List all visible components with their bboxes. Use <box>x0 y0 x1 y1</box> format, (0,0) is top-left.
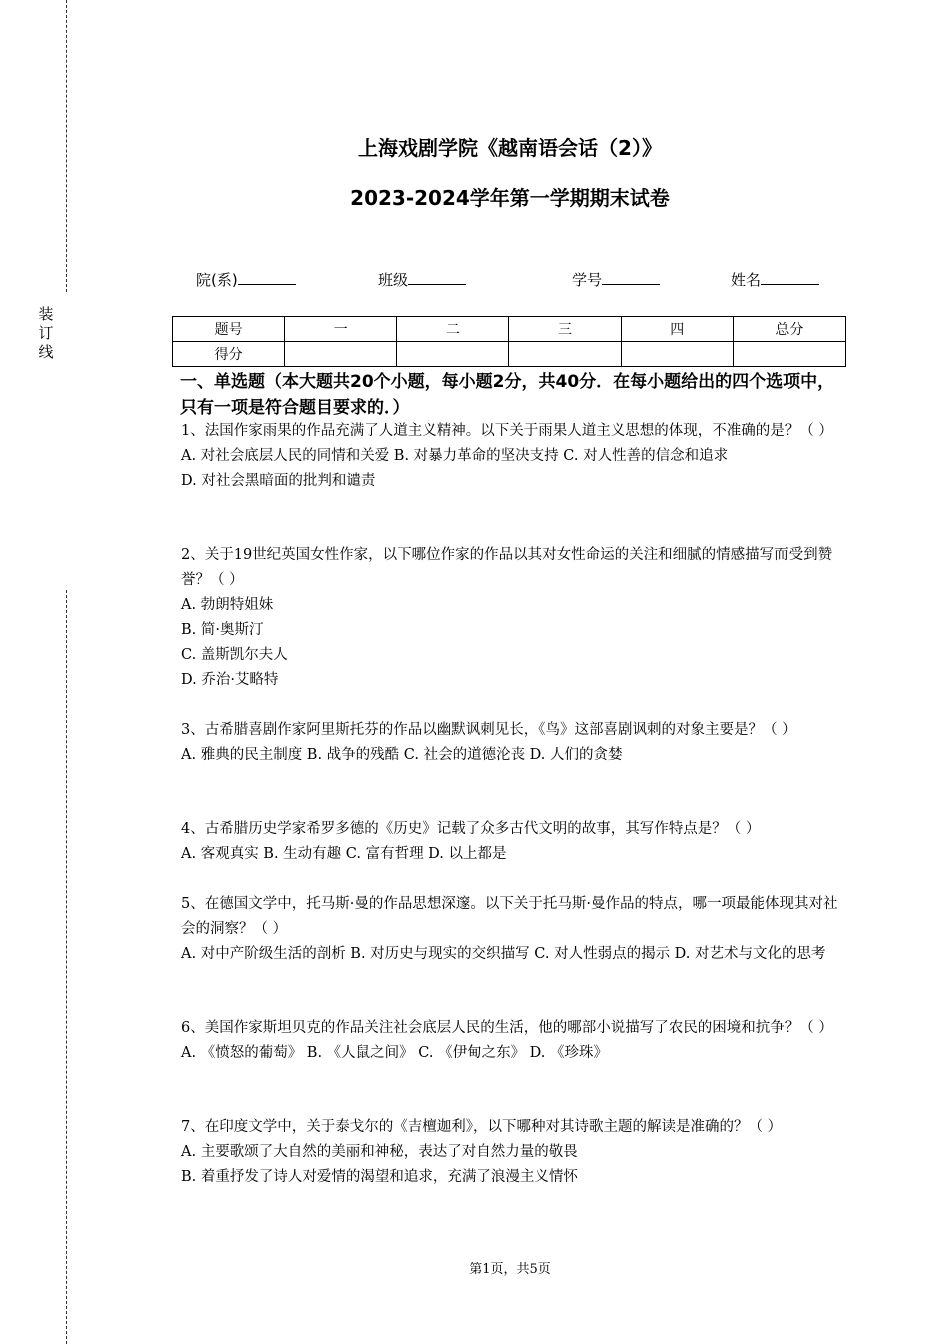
question-option: A. 客观真实 B. 生动有趣 C. 富有哲理 D. 以上都是 <box>181 846 507 862</box>
question-stem: 1、法国作家雨果的作品充满了人道主义精神。以下关于雨果人道主义思想的体现，不准确的是？（ ） <box>181 423 833 439</box>
question-2 <box>181 543 851 693</box>
exam-subtitle: 2023-2024学年第一学期期末试卷 <box>350 186 670 210</box>
score-cell-total: 总分 <box>733 317 845 342</box>
question-option: A. 勃朗特姐妹 <box>181 597 274 613</box>
question-3 <box>181 718 851 768</box>
question-option: D. 对社会黑暗面的批判和谴责 <box>181 473 376 489</box>
question-stem: 7、在印度文学中，关于泰戈尔的《吉檀迦利》，以下哪种对其诗歌主题的解读是准确的？（ ） <box>181 1119 783 1135</box>
score-input-4[interactable] <box>621 342 733 367</box>
score-table <box>172 316 846 367</box>
score-cell-label: 题号 <box>173 317 285 342</box>
question-option: B. 简·奥斯汀 <box>181 622 264 638</box>
question-6 <box>181 1016 851 1066</box>
question-7 <box>181 1115 851 1190</box>
student-id-field: 学号 <box>572 269 660 290</box>
question-option: A. 《愤怒的葡萄》 B. 《人鼠之间》 C. 《伊甸之东》 D. 《珍珠》 <box>181 1045 609 1061</box>
question-option: A. 主要歌颂了大自然的美丽和神秘，表达了对自然力量的敬畏 <box>181 1144 578 1160</box>
question-option: B. 着重抒发了诗人对爱情的渴望和追求，充满了浪漫主义情怀 <box>181 1169 578 1185</box>
class-blank[interactable] <box>408 270 466 285</box>
question-option: A. 对中产阶级生活的剖析 B. 对历史与现实的交织描写 C. 对人性弱点的揭示 D. 对艺术与文化的思考 <box>181 946 826 962</box>
score-cell-2: 二 <box>397 317 509 342</box>
score-input-1[interactable] <box>285 342 397 367</box>
class-field: 班级 <box>378 269 466 290</box>
question-1 <box>181 419 851 494</box>
question-stem: 6、美国作家斯坦贝克的作品关注社会底层人民的生活，他的哪部小说描写了农民的困境和抗争？（ ） <box>181 1020 833 1036</box>
question-option: C. 盖斯凯尔夫人 <box>181 647 288 663</box>
exam-title: 上海戏剧学院《越南语会话（2）》 <box>358 136 662 160</box>
score-table-header-row <box>173 317 846 342</box>
score-cell-4: 四 <box>621 317 733 342</box>
question-stem: 3、古希腊喜剧作家阿里斯托芬的作品以幽默讽刺见长，《鸟》这部喜剧讽刺的对象主要是？（ ） <box>181 722 797 738</box>
binding-dashed-line-bottom <box>66 590 67 1344</box>
score-cell-1: 一 <box>285 317 397 342</box>
question-option: A. 雅典的民主制度 B. 战争的残酷 C. 社会的道德沦丧 D. 人们的贪婪 <box>181 747 623 763</box>
question-4 <box>181 817 851 867</box>
name-field: 姓名 <box>731 269 819 290</box>
department-field: 院(系) <box>196 269 296 290</box>
question-5 <box>181 892 851 967</box>
question-stem: 5、在德国文学中，托马斯·曼的作品思想深邃。以下关于托马斯·曼作品的特点，哪一项最能体现其对社会的洞察？（ ） <box>181 896 838 937</box>
score-cell-3: 三 <box>509 317 621 342</box>
score-input-3[interactable] <box>509 342 621 367</box>
score-row-label: 得分 <box>173 342 285 367</box>
question-stem: 2、关于19世纪英国女性作家，以下哪位作家的作品以其对女性命运的关注和细腻的情感描写而受到赞誉？（ ） <box>181 547 833 588</box>
binding-label: 装订线 <box>38 305 54 361</box>
question-option: D. 乔治·艾略特 <box>181 672 279 688</box>
department-blank[interactable] <box>238 270 296 285</box>
question-option: A. 对社会底层人民的同情和关爱 B. 对暴力革命的坚决支持 C. 对人性善的信念和追求 <box>181 448 729 464</box>
section-heading: 一、单选题（本大题共20个小题，每小题2分，共40分．在每小题给出的四个选项中，只有一项是符合题目要求的．） <box>180 372 835 418</box>
question-stem: 4、古希腊历史学家希罗多德的《历史》记载了众多古代文明的故事，其写作特点是？（ ） <box>181 821 761 837</box>
score-input-2[interactable] <box>397 342 509 367</box>
score-table-score-row <box>173 342 846 367</box>
page-number: 第1页，共5页 <box>469 1262 551 1277</box>
name-blank[interactable] <box>761 270 819 285</box>
student-id-blank[interactable] <box>602 270 660 285</box>
score-input-total[interactable] <box>733 342 845 367</box>
